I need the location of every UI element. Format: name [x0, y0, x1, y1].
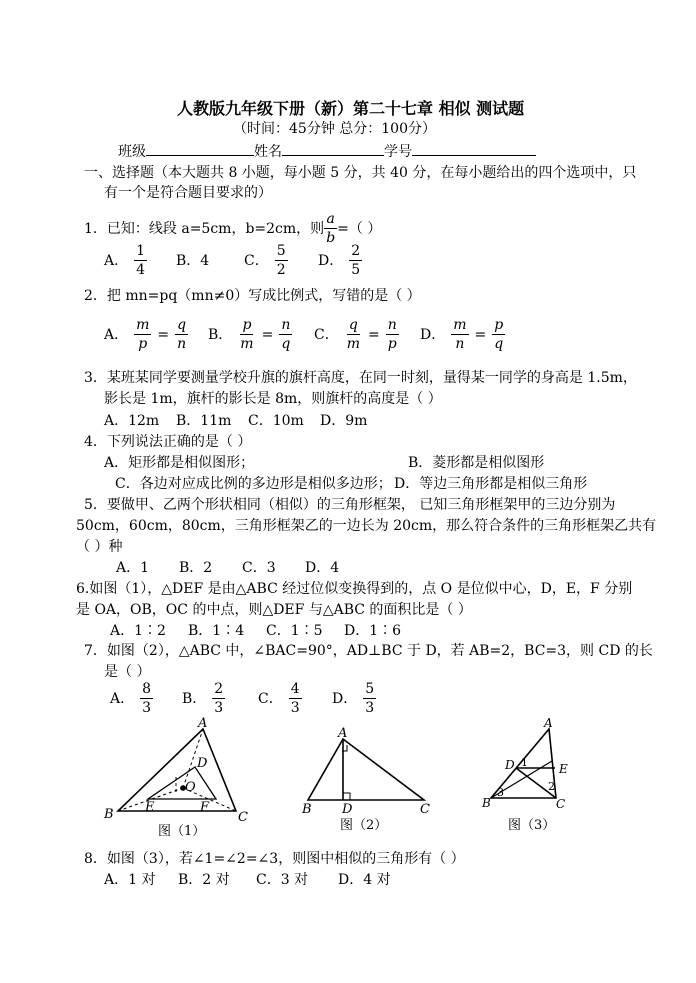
figure-2: [308, 739, 424, 800]
fig3-label-e: E: [559, 762, 568, 776]
figure-1: [118, 729, 236, 811]
q7-option-d[interactable]: D． $\frac{5}{3}$: [332, 681, 375, 716]
q2-options: [104, 318, 505, 351]
q1-stem-text: 1．已知：线段 a=5cm，b=2cm，则: [84, 220, 325, 237]
fig2-label-b: B: [302, 802, 312, 817]
class-field[interactable]: [146, 141, 254, 156]
q8-option-b[interactable]: B．2 对: [178, 872, 230, 888]
fig3-angle-3: 3: [497, 786, 504, 799]
name-field[interactable]: [282, 141, 384, 156]
q2-option-a[interactable]: A． $\frac{m}{p}$ = $\frac{q}{n}$: [104, 317, 187, 352]
fig1-label-a: A: [198, 716, 208, 731]
q5-option-c[interactable]: C．3: [242, 560, 276, 576]
q3-option-d[interactable]: D．9m: [320, 413, 368, 429]
id-field[interactable]: [412, 141, 536, 156]
q2-stem: 2．把 mn=pq（mn≠0）写成比例式，写错的是（ ）: [84, 288, 421, 304]
q5-option-d[interactable]: D．4: [305, 560, 340, 576]
fig3-label-a: A: [544, 716, 553, 730]
fig1-caption: 图（1）: [158, 824, 206, 839]
q8-option-a[interactable]: A．1 对: [104, 872, 156, 888]
q6-stem-line2: 是 OA，OB，OC 的中点，则△DEF 与△ABC 的面积比是（ ）: [76, 602, 472, 618]
q5-stem-line2: 50cm，60cm，80cm，三角形框架乙的一边长为 20cm，那么符合条件的三角形框架乙共有: [76, 518, 657, 534]
section-heading: 一、选择题（本大题共 8 小题，每小题 5 分，共 40 分，在每小题给出的四个选项中，只: [84, 165, 637, 181]
q4-option-b[interactable]: B．菱形都是相似图形: [408, 455, 545, 471]
fig1-label-e: E: [145, 800, 155, 815]
fig3-caption: 图（3）: [508, 818, 556, 833]
class-label: 班级: [118, 144, 146, 160]
q1-options: [104, 244, 362, 277]
fig2-label-a: A: [338, 726, 348, 741]
q3-option-a[interactable]: A．12m: [104, 413, 160, 429]
fig1-label-o: O: [185, 780, 196, 795]
fig1-label-f: F: [200, 800, 210, 815]
q6-option-a[interactable]: A．1∶2: [110, 623, 166, 639]
id-label: 学号: [384, 144, 412, 160]
q1-option-a[interactable]: A． $\frac{1}{4}$: [104, 243, 146, 278]
fig3-label-d: D: [505, 758, 515, 772]
q8-option-d[interactable]: D．4 对: [338, 872, 391, 888]
q6-options: [110, 621, 401, 641]
q5-options: [116, 558, 339, 578]
page-title: 人教版九年级下册（新）第二十七章 相似 测试题: [177, 99, 525, 118]
q4-option-a[interactable]: A．矩形都是相似图形；: [104, 455, 255, 471]
q5-option-a[interactable]: A．1: [116, 560, 150, 576]
fig3-label-b: B: [482, 796, 491, 810]
q3-option-b[interactable]: B．11m: [176, 413, 232, 429]
q2-option-b[interactable]: B． $\frac{p}{m}$ = $\frac{n}{q}$: [208, 317, 291, 352]
fig3-angle-2: 2: [548, 780, 555, 793]
q1-stem-end: =（ ）: [337, 220, 382, 237]
q7-stem-line2: 是（ ）: [104, 664, 151, 680]
q4-option-c[interactable]: C．各边对应成比例的多边形是相似多边形；: [115, 476, 392, 492]
fig2-right-angle-mark: [343, 793, 350, 800]
q1-option-c[interactable]: C． $\frac{5}{2}$: [244, 243, 286, 278]
fig1-label-d: D: [197, 756, 208, 771]
fig2-label-c: C: [420, 802, 430, 817]
q4-option-d[interactable]: D．等边三角形都是相似三角形: [394, 476, 588, 492]
fig2-label-d: D: [342, 802, 353, 817]
fig3-label-c: C: [556, 797, 566, 811]
q6-option-c[interactable]: C．1∶5: [266, 623, 323, 639]
q3-stem-line2: 影长是 1m，旗杆的影长是 8m，则旗杆的高度是（ ）: [104, 391, 442, 407]
q3-option-c[interactable]: C．10m: [248, 413, 304, 429]
q1-option-d[interactable]: D． $\frac{2}{5}$: [318, 243, 361, 278]
q6-option-b[interactable]: B．1∶4: [188, 623, 245, 639]
q3-stem-line1: 3．某班某同学要测量学校升旗的旗杆高度，在同一时刻，量得某一同学的身高是 1.5m，: [84, 370, 637, 386]
q6-stem-line1: 6.如图（1），△DEF 是由△ABC 经过位似变换得到的，点 O 是位似中心，D，E，F 分别: [76, 581, 633, 597]
fig2-labels: [301, 726, 430, 817]
fig1-label-c: C: [238, 810, 248, 825]
fig2-triangle-abc: [308, 739, 424, 800]
name-label: 姓名: [254, 144, 282, 160]
q6-option-d[interactable]: D．1∶6: [344, 623, 402, 639]
fig2-caption: 图（2）: [340, 818, 388, 833]
q5-stem-line3: （ ）种: [76, 539, 123, 555]
student-info-row: [118, 141, 536, 162]
q1-option-b[interactable]: B．4: [176, 252, 210, 269]
q7-stem-line1: 7．如图（2），△ABC 中，∠BAC=90°，AD⊥BC 于 D，若 AB=2，BC=3，则 CD 的长: [84, 643, 653, 659]
fig1-label-b: B: [104, 807, 114, 822]
q1-stem: [84, 212, 381, 245]
q1-fraction: $\frac{a}{b}$: [326, 211, 336, 246]
q8-stem: 8．如图（3），若∠1=∠2=∠3，则图中相似的三角形有（ ）: [84, 851, 465, 867]
q5-stem-line1: 5．要做甲、乙两个形状相同（相似）的三角形框架， 已知三角形框架甲的三边分别为: [84, 497, 616, 513]
time-score: （时间：45分钟 总分：100分）: [233, 121, 436, 137]
q8-option-c[interactable]: C．3 对: [256, 872, 309, 888]
figures-area: [0, 715, 696, 845]
q2-option-d[interactable]: D． $\frac{m}{n}$ = $\frac{p}{q}$: [420, 317, 504, 352]
q7-option-c[interactable]: C． $\frac{4}{3}$: [258, 681, 300, 716]
q7-options: [110, 682, 376, 715]
section-heading-cont: 有一个是符合题目要求的）: [104, 185, 272, 201]
fig3-angle-1: 1: [521, 756, 528, 769]
q8-options: [104, 870, 391, 890]
q5-option-b[interactable]: B．2: [179, 560, 213, 576]
q2-option-c[interactable]: C． $\frac{q}{m}$ = $\frac{n}{p}$: [314, 317, 397, 352]
q7-option-b[interactable]: B． $\frac{2}{3}$: [182, 681, 224, 716]
q7-option-a[interactable]: A． $\frac{8}{3}$: [110, 681, 152, 716]
q3-options: [104, 411, 367, 431]
q4-stem: 4．下列说法正确的是（ ）: [84, 434, 252, 450]
